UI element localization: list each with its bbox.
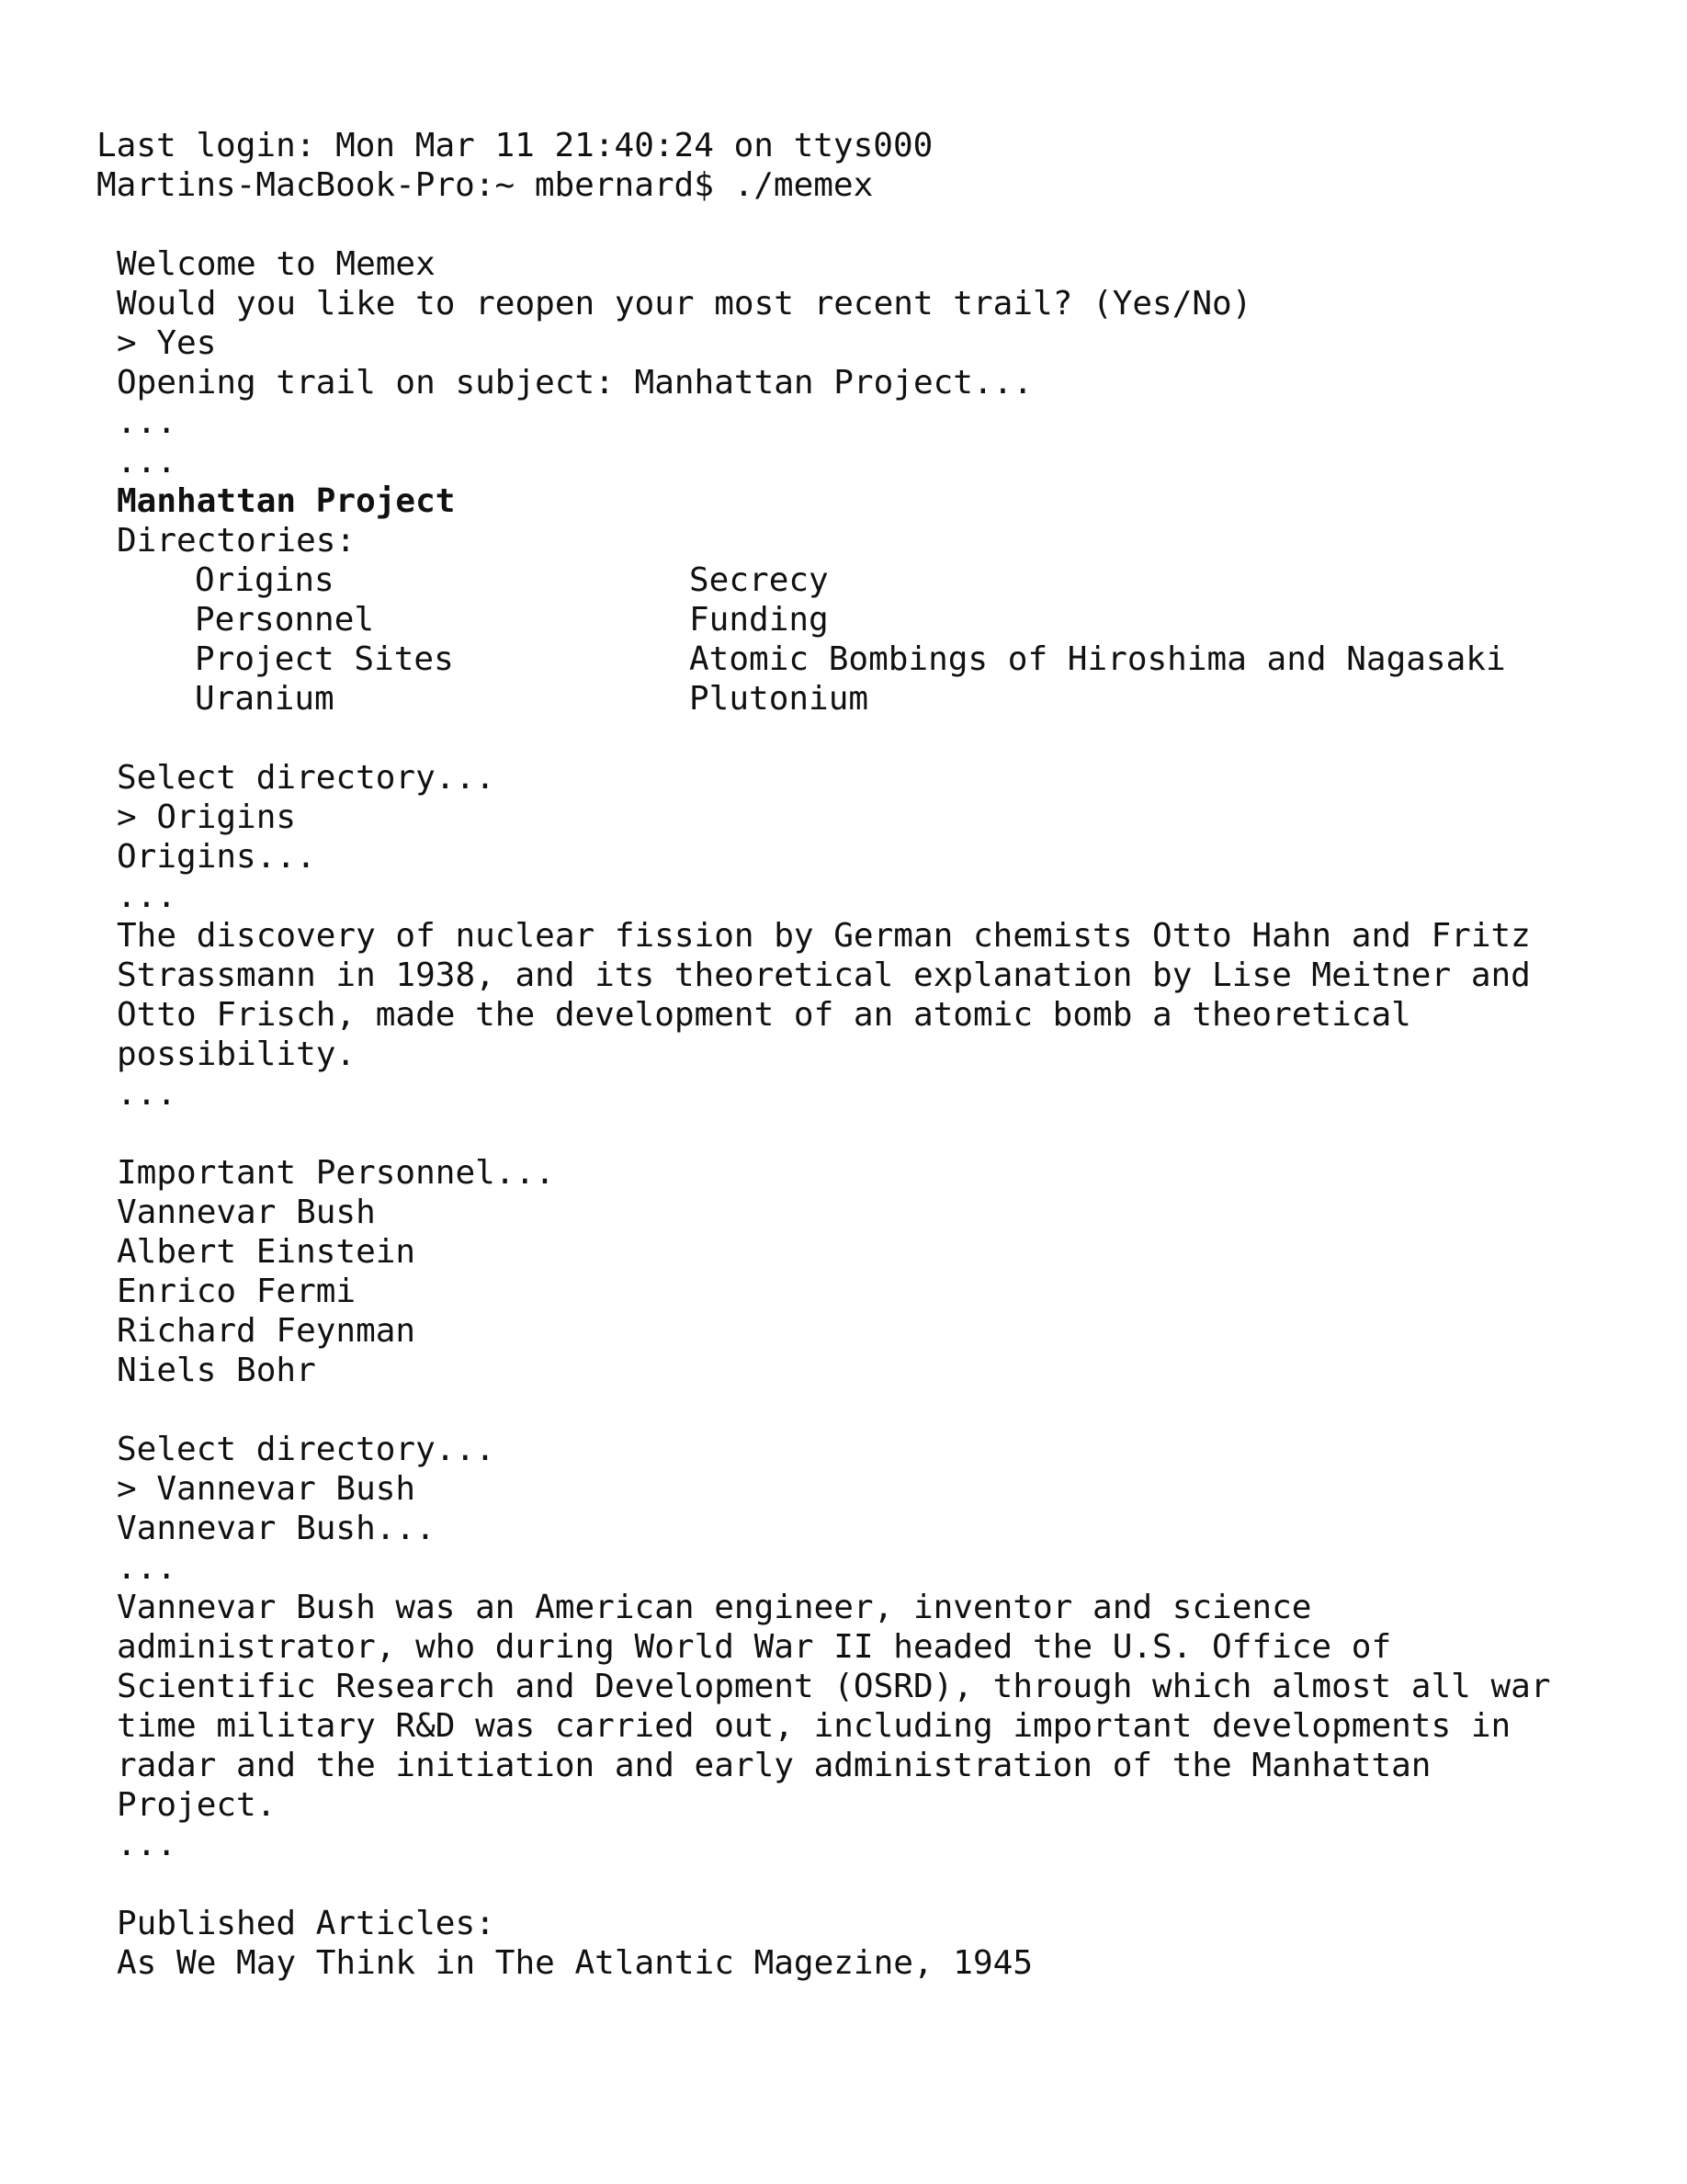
directory-item-secrecy: Secrecy	[689, 561, 829, 599]
loading-ellipsis: ...	[117, 1549, 177, 1587]
directory-item-funding: Funding	[689, 601, 829, 639]
directory-item-origins: Origins	[195, 561, 334, 599]
published-article-item: As We May Think in The Atlantic Magezine, 1945	[117, 1944, 1033, 1982]
selected-directory: > Vannevar Bush	[117, 1470, 416, 1508]
bush-text-line: Project.	[117, 1786, 277, 1824]
command-prompt: Martins-MacBook-Pro:~ mbernard$ ./memex	[96, 166, 874, 204]
personnel-item: Albert Einstein	[117, 1233, 416, 1271]
loading-ellipsis: ...	[117, 877, 177, 915]
directory-item-project-sites: Project Sites	[195, 640, 454, 678]
selected-directory: > Origins	[117, 798, 297, 836]
personnel-item: Enrico Fermi	[117, 1273, 357, 1310]
section-heading-origins: Origins...	[117, 838, 316, 876]
directory-item-atomic-bombings: Atomic Bombings of Hiroshima and Nagasaki	[689, 640, 1506, 678]
personnel-heading: Important Personnel...	[117, 1154, 555, 1192]
select-directory-prompt: Select directory...	[117, 759, 495, 797]
published-articles-label: Published Articles:	[117, 1905, 495, 1942]
directory-item-plutonium: Plutonium	[689, 680, 869, 718]
loading-ellipsis: ...	[117, 1826, 177, 1863]
bush-text-line: Vannevar Bush was an American engineer, inventor and science	[117, 1589, 1312, 1626]
reopen-answer: > Yes	[117, 324, 217, 362]
origins-text-line: The discovery of nuclear fission by German chemists Otto Hahn and Fritz	[117, 917, 1531, 955]
bush-text-line: Scientific Research and Development (OSRD), through which almost all war	[117, 1668, 1551, 1705]
personnel-item: Niels Bohr	[117, 1352, 316, 1389]
loading-ellipsis: ...	[117, 1075, 177, 1113]
loading-ellipsis: ...	[117, 403, 177, 441]
last-login-line: Last login: Mon Mar 11 21:40:24 on ttys000	[96, 127, 934, 164]
bush-text-line: administrator, who during World War II headed the U.S. Office of	[117, 1628, 1392, 1666]
directory-item-uranium: Uranium	[195, 680, 334, 718]
reopen-question: Would you like to reopen your most recent trail? (Yes/No)	[117, 285, 1252, 323]
section-heading-vannevar-bush: Vannevar Bush...	[117, 1510, 436, 1547]
welcome-message: Welcome to Memex	[117, 245, 436, 283]
bush-text-line: time military R&D was carried out, including important developments in	[117, 1707, 1512, 1745]
subject-title: Manhattan Project	[117, 482, 456, 520]
directories-label: Directories:	[117, 522, 357, 560]
loading-ellipsis: ...	[117, 443, 177, 481]
personnel-item: Richard Feynman	[117, 1312, 416, 1350]
bush-text-line: radar and the initiation and early administration of the Manhattan	[117, 1747, 1432, 1784]
personnel-item: Vannevar Bush	[117, 1194, 376, 1231]
origins-text-line: possibility.	[117, 1035, 357, 1073]
origins-text-line: Otto Frisch, made the development of an atomic bomb a theoretical	[117, 996, 1411, 1034]
select-directory-prompt: Select directory...	[117, 1431, 495, 1468]
opening-trail-message: Opening trail on subject: Manhattan Project...	[117, 364, 1033, 402]
origins-text-line: Strassmann in 1938, and its theoretical explanation by Lise Meitner and	[117, 956, 1531, 994]
directory-item-personnel: Personnel	[195, 601, 375, 639]
